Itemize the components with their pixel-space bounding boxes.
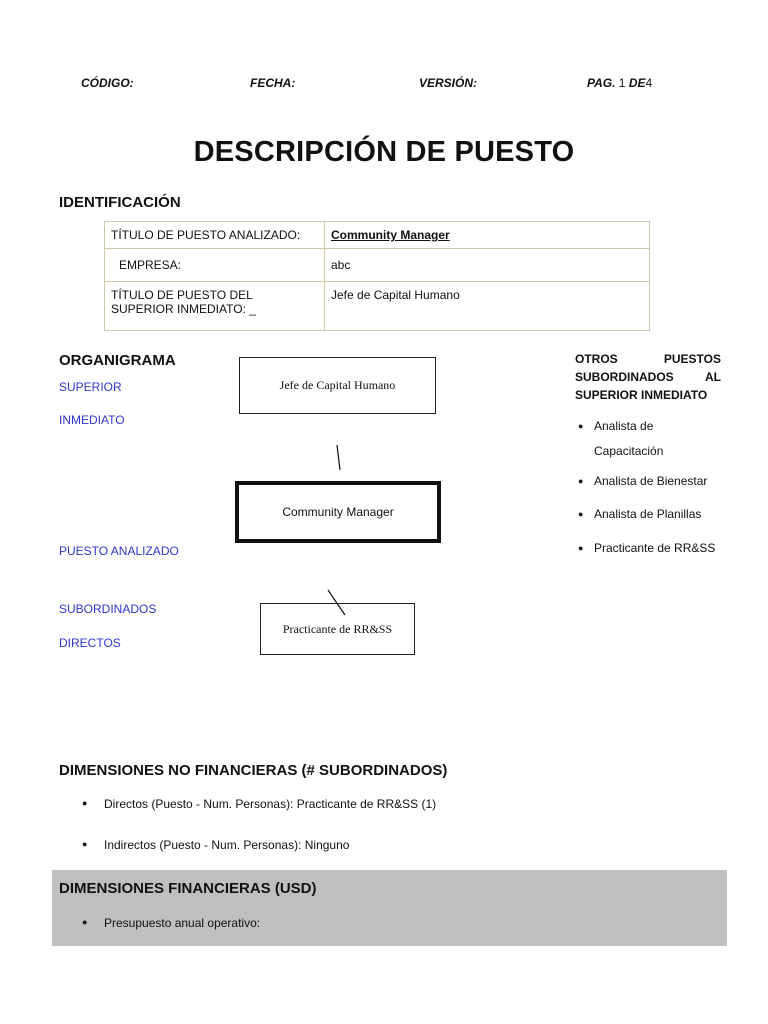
connector-line-top xyxy=(337,445,340,470)
inmediato-label: INMEDIATO xyxy=(59,413,125,427)
bullet-icon: ● xyxy=(82,917,88,927)
row-value: Jefe de Capital Humano xyxy=(325,282,650,331)
list-item-text: Presupuesto anual operativo: xyxy=(104,916,261,930)
row-value: Community Manager xyxy=(325,222,650,249)
puesto-analizado-label: PUESTO ANALIZADO xyxy=(59,544,179,558)
organigrama-heading: ORGANIGRAMA xyxy=(59,352,176,369)
codigo-label: CÓDIGO: xyxy=(81,76,134,90)
dimensiones-no-financieras-heading: DIMENSIONES NO FINANCIERAS (# SUBORDINADOS) xyxy=(59,762,448,779)
list-item xyxy=(82,838,350,852)
pag-current: 1 xyxy=(618,76,626,90)
superior-box: Jefe de Capital Humano xyxy=(239,357,436,414)
fecha-label: FECHA: xyxy=(250,76,296,90)
heading-line: OTROS PUESTOS xyxy=(575,352,721,366)
subordinado-box: Practicante de RR&SS xyxy=(260,603,415,655)
pag-label: PAG. xyxy=(587,76,616,90)
version-label: VERSIÓN: xyxy=(419,76,478,90)
list-item: ● Analista de Capacitación xyxy=(578,414,704,464)
directos-label: DIRECTOS xyxy=(59,636,121,650)
row-label: TÍTULO DE PUESTO DEL SUPERIOR INMEDIATO: _ xyxy=(105,282,325,331)
list-item xyxy=(82,797,437,811)
bullet-icon: ● xyxy=(82,839,88,849)
heading-line: SUBORDINADOS AL xyxy=(575,370,721,384)
row-label: TÍTULO DE PUESTO ANALIZADO: xyxy=(105,222,325,249)
superior-label: SUPERIOR xyxy=(59,380,122,394)
pag-total: 4 xyxy=(645,76,653,90)
list-item-text: Indirectos (Puesto - Num. Personas): Ninguno xyxy=(104,838,350,852)
list-item: ● Practicante de RR&SS xyxy=(578,539,738,557)
otros-puestos-list xyxy=(578,414,738,557)
page-title: DESCRIPCIÓN DE PUESTO xyxy=(193,136,575,168)
row-value: abc xyxy=(325,249,650,282)
analizado-box: Community Manager xyxy=(235,481,441,543)
list-item: ● Analista de Bienestar xyxy=(578,472,738,490)
identificacion-heading: IDENTIFICACIÓN xyxy=(59,194,181,211)
bullet-icon: ● xyxy=(82,798,88,808)
row-label: EMPRESA: xyxy=(105,249,325,282)
otros-puestos-heading xyxy=(575,350,721,404)
de-label: DE xyxy=(628,76,646,90)
list-item: ● Analista de Planillas xyxy=(578,505,738,523)
heading-line: SUPERIOR INMEDIATO xyxy=(575,388,708,402)
dimensiones-financieras-heading: DIMENSIONES FINANCIERAS (USD) xyxy=(59,880,317,897)
subordinados-label: SUBORDINADOS xyxy=(59,602,157,616)
list-item-text: Directos (Puesto - Num. Personas): Practicante de RR&SS (1) xyxy=(104,797,437,811)
list-item xyxy=(82,916,261,930)
